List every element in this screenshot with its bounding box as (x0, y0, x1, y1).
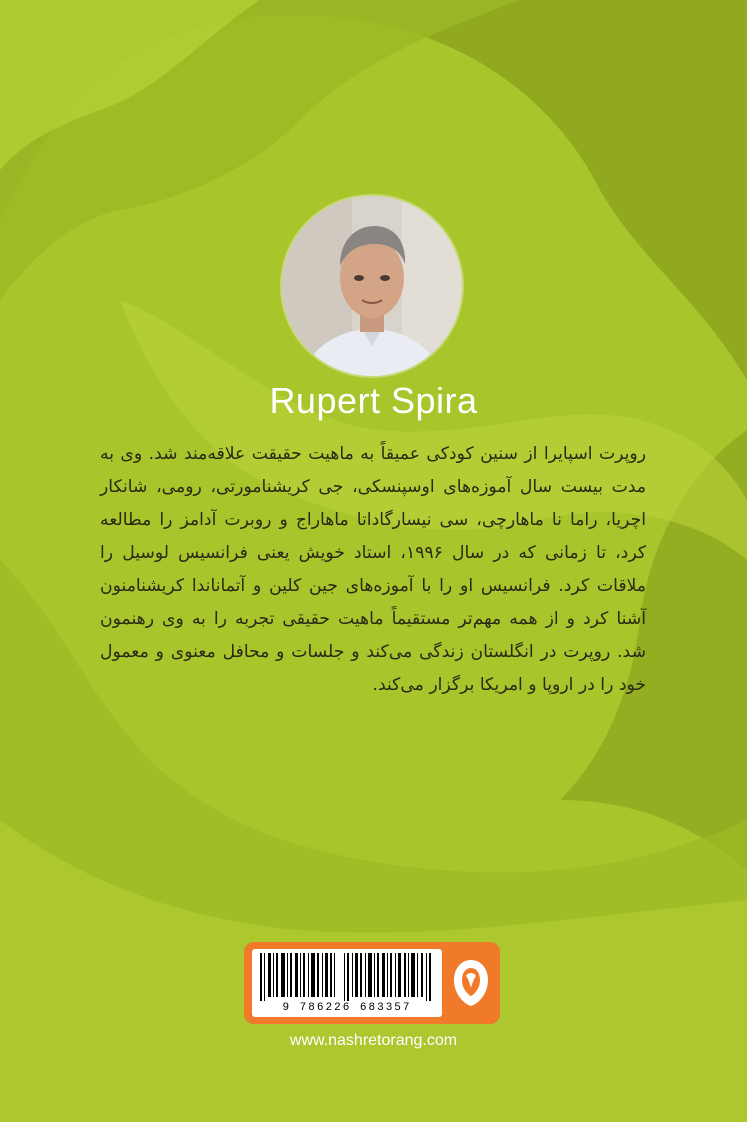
author-portrait (282, 196, 462, 376)
author-photo (282, 196, 462, 376)
isbn-number: 9 786226 683357 (282, 1002, 412, 1014)
publisher-website: www.nashretorang.com (289, 1032, 458, 1049)
barcode (252, 949, 442, 1017)
author-bio: روپرت اسپایرا از سنین کودکی عمیقاً به ماهیت حقیقت علاقه‌مند شد. وی به مدت بیست سال آموزه‌های اوسپنسکی، جی کریشنامورتی، رومی، شانکار اچریا، راما نا ماهارچی، سی نیسارگاداتا ماهاراج و روبرت آدامز را مطالعه کرد، تا زمانی که در سال ۱۹۹۶، استاد خویش یعنی فرانسیس لوسیل را ملاقات کرد. فرانسیس او را با آموزه‌های جین کلین و آتماناندا کریشنامنون آشنا کرد و از همه مهم‌تر مستقیماً ماهیت حقیقی تجربه را به وی رهنمون شد. روپرت در انگلستان زندگی می‌کند و جلسات و محافل معنوی و معمول خود را در اروپا و امریکا برگزار می‌کند. (100, 444, 647, 695)
publisher-logo-icon (450, 956, 492, 1010)
author-name: Rupert Spira (269, 380, 478, 421)
barcode-bars (258, 953, 436, 1001)
barcode-panel (244, 942, 500, 1024)
